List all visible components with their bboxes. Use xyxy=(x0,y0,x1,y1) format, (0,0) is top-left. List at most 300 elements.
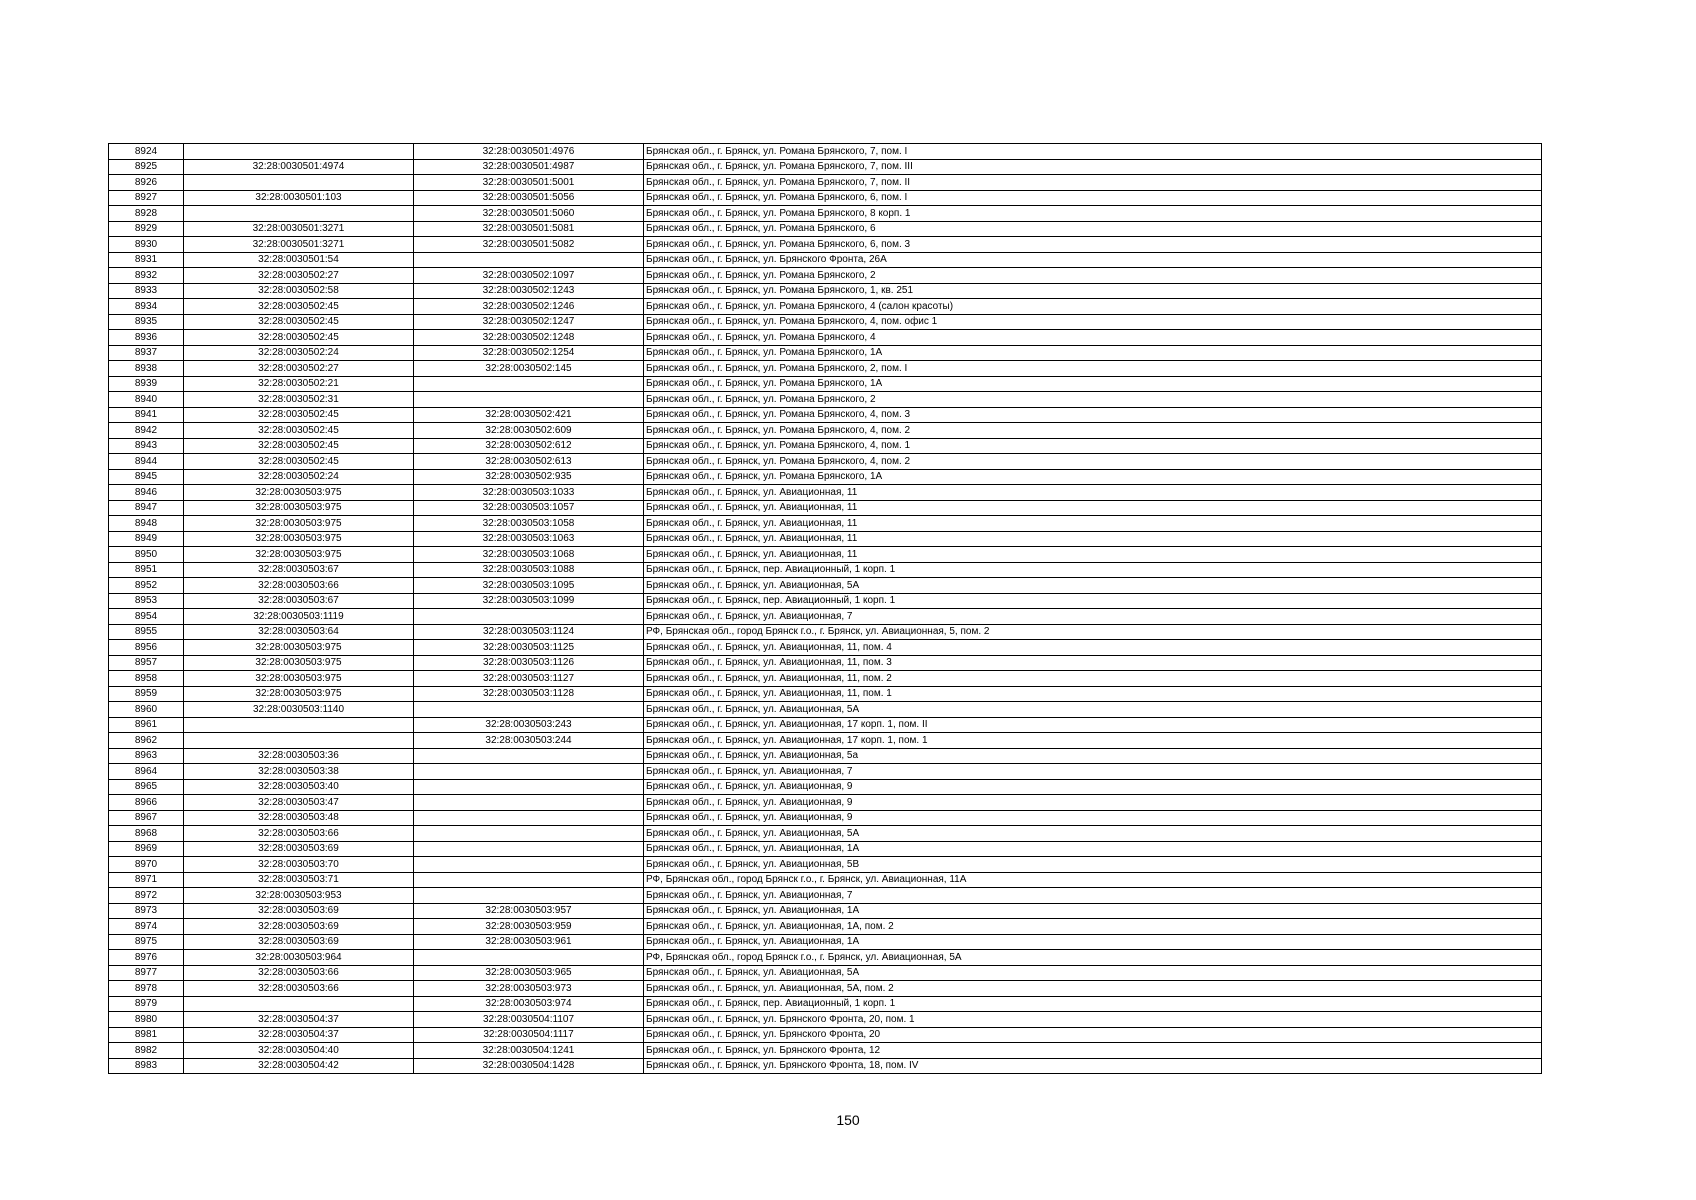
object-cadastral-number-cell: 32:28:0030502:1248 xyxy=(414,330,644,346)
address-cell: Брянская обл., г. Брянск, ул. Романа Брянского, 1А xyxy=(644,345,1542,361)
table-row xyxy=(109,299,1542,315)
row-number-cell: 8952 xyxy=(109,578,184,594)
table-row xyxy=(109,1027,1542,1043)
row-number-cell: 8944 xyxy=(109,454,184,470)
table-row xyxy=(109,392,1542,408)
table-row xyxy=(109,376,1542,392)
address-cell: Брянская обл., г. Брянск, ул. Авиационная, 5А xyxy=(644,826,1542,842)
address-cell: Брянская обл., г. Брянск, ул. Авиационная, 11, пом. 1 xyxy=(644,686,1542,702)
table-row xyxy=(109,237,1542,253)
address-cell: Брянская обл., г. Брянск, ул. Авиационная, 1А xyxy=(644,934,1542,950)
object-cadastral-number-cell: 32:28:0030503:1127 xyxy=(414,671,644,687)
land-cadastral-number-cell: 32:28:0030503:975 xyxy=(184,655,414,671)
row-number-cell: 8947 xyxy=(109,500,184,516)
object-cadastral-number-cell: 32:28:0030502:145 xyxy=(414,361,644,377)
address-cell: Брянская обл., г. Брянск, ул. Авиационная, 11, пом. 3 xyxy=(644,655,1542,671)
land-cadastral-number-cell xyxy=(184,175,414,191)
address-cell: Брянская обл., г. Брянск, ул. Авиационная, 9 xyxy=(644,795,1542,811)
address-cell: Брянская обл., г. Брянск, ул. Авиационная, 5а xyxy=(644,748,1542,764)
address-cell: Брянская обл., г. Брянск, ул. Романа Брянского, 2 xyxy=(644,392,1542,408)
table-row xyxy=(109,1058,1542,1074)
object-cadastral-number-cell: 32:28:0030503:974 xyxy=(414,996,644,1012)
table-row xyxy=(109,144,1542,160)
row-number-cell: 8967 xyxy=(109,810,184,826)
row-number-cell: 8981 xyxy=(109,1027,184,1043)
object-cadastral-number-cell: 32:28:0030502:613 xyxy=(414,454,644,470)
table-row xyxy=(109,252,1542,268)
land-cadastral-number-cell: 32:28:0030503:975 xyxy=(184,485,414,501)
land-cadastral-number-cell: 32:28:0030503:1119 xyxy=(184,609,414,625)
object-cadastral-number-cell: 32:28:0030502:1254 xyxy=(414,345,644,361)
table-row xyxy=(109,593,1542,609)
land-cadastral-number-cell: 32:28:0030503:48 xyxy=(184,810,414,826)
land-cadastral-number-cell: 32:28:0030501:54 xyxy=(184,252,414,268)
land-cadastral-number-cell: 32:28:0030502:31 xyxy=(184,392,414,408)
address-cell: Брянская обл., г. Брянск, ул. Романа Брянского, 4, пом. 2 xyxy=(644,454,1542,470)
land-cadastral-number-cell: 32:28:0030502:24 xyxy=(184,345,414,361)
object-cadastral-number-cell: 32:28:0030502:612 xyxy=(414,438,644,454)
row-number-cell: 8979 xyxy=(109,996,184,1012)
land-cadastral-number-cell: 32:28:0030503:69 xyxy=(184,841,414,857)
address-cell: Брянская обл., г. Брянск, ул. Авиационная, 17 корп. 1, пом. 1 xyxy=(644,733,1542,749)
land-cadastral-number-cell: 32:28:0030502:21 xyxy=(184,376,414,392)
address-cell: Брянская обл., г. Брянск, ул. Романа Брянского, 1А xyxy=(644,469,1542,485)
row-number-cell: 8971 xyxy=(109,872,184,888)
land-cadastral-number-cell: 32:28:0030503:67 xyxy=(184,562,414,578)
land-cadastral-number-cell: 32:28:0030503:975 xyxy=(184,640,414,656)
object-cadastral-number-cell xyxy=(414,872,644,888)
address-cell: Брянская обл., г. Брянск, ул. Романа Брянского, 1, кв. 251 xyxy=(644,283,1542,299)
table-row xyxy=(109,190,1542,206)
object-cadastral-number-cell: 32:28:0030503:1124 xyxy=(414,624,644,640)
address-cell: Брянская обл., г. Брянск, ул. Авиационная, 5А, пом. 2 xyxy=(644,981,1542,997)
object-cadastral-number-cell: 32:28:0030503:1058 xyxy=(414,516,644,532)
address-cell: Брянская обл., г. Брянск, ул. Романа Брянского, 4, пом. 1 xyxy=(644,438,1542,454)
land-cadastral-number-cell: 32:28:0030503:70 xyxy=(184,857,414,873)
address-cell: Брянская обл., г. Брянск, ул. Романа Брянского, 8 корп. 1 xyxy=(644,206,1542,222)
object-cadastral-number-cell xyxy=(414,779,644,795)
row-number-cell: 8956 xyxy=(109,640,184,656)
address-cell: Брянская обл., г. Брянск, ул. Романа Брянского, 4, пом. офис 1 xyxy=(644,314,1542,330)
address-cell: Брянская обл., г. Брянск, ул. Романа Брянского, 2, пом. I xyxy=(644,361,1542,377)
object-cadastral-number-cell xyxy=(414,826,644,842)
address-cell: Брянская обл., г. Брянск, ул. Романа Брянского, 2 xyxy=(644,268,1542,284)
object-cadastral-number-cell xyxy=(414,810,644,826)
object-cadastral-number-cell xyxy=(414,392,644,408)
table-row xyxy=(109,872,1542,888)
object-cadastral-number-cell xyxy=(414,888,644,904)
address-cell: Брянская обл., г. Брянск, ул. Авиационная, 9 xyxy=(644,779,1542,795)
land-cadastral-number-cell: 32:28:0030504:37 xyxy=(184,1012,414,1028)
address-cell: Брянская обл., г. Брянск, ул. Брянского Фронта, 18, пом. IV xyxy=(644,1058,1542,1074)
table-row xyxy=(109,423,1542,439)
object-cadastral-number-cell xyxy=(414,950,644,966)
address-cell: Брянская обл., г. Брянск, ул. Романа Брянского, 6, пом. 3 xyxy=(644,237,1542,253)
table-row xyxy=(109,671,1542,687)
row-number-cell: 8953 xyxy=(109,593,184,609)
address-cell: Брянская обл., г. Брянск, ул. Авиационная, 11 xyxy=(644,516,1542,532)
address-cell: Брянская обл., г. Брянск, ул. Брянского Фронта, 12 xyxy=(644,1043,1542,1059)
row-number-cell: 8972 xyxy=(109,888,184,904)
address-cell: Брянская обл., г. Брянск, ул. Авиационная, 1А xyxy=(644,841,1542,857)
address-cell: Брянская обл., г. Брянск, ул. Авиационная, 7 xyxy=(644,888,1542,904)
row-number-cell: 8937 xyxy=(109,345,184,361)
row-number-cell: 8949 xyxy=(109,531,184,547)
row-number-cell: 8959 xyxy=(109,686,184,702)
object-cadastral-number-cell: 32:28:0030503:243 xyxy=(414,717,644,733)
object-cadastral-number-cell: 32:28:0030502:1247 xyxy=(414,314,644,330)
land-cadastral-number-cell: 32:28:0030502:45 xyxy=(184,407,414,423)
table-row xyxy=(109,903,1542,919)
land-cadastral-number-cell: 32:28:0030503:975 xyxy=(184,531,414,547)
land-cadastral-number-cell: 32:28:0030503:71 xyxy=(184,872,414,888)
row-number-cell: 8951 xyxy=(109,562,184,578)
object-cadastral-number-cell: 32:28:0030503:1033 xyxy=(414,485,644,501)
land-cadastral-number-cell: 32:28:0030502:45 xyxy=(184,330,414,346)
land-cadastral-number-cell: 32:28:0030502:27 xyxy=(184,268,414,284)
object-cadastral-number-cell: 32:28:0030503:957 xyxy=(414,903,644,919)
object-cadastral-number-cell: 32:28:0030501:4987 xyxy=(414,159,644,175)
row-number-cell: 8928 xyxy=(109,206,184,222)
table-row xyxy=(109,655,1542,671)
object-cadastral-number-cell: 32:28:0030504:1428 xyxy=(414,1058,644,1074)
address-cell: Брянская обл., г. Брянск, ул. Авиационная, 5А xyxy=(644,702,1542,718)
row-number-cell: 8982 xyxy=(109,1043,184,1059)
address-cell: РФ, Брянская обл., город Брянск г.о., г. Брянск, ул. Авиационная, 5, пом. 2 xyxy=(644,624,1542,640)
table-row xyxy=(109,547,1542,563)
address-cell: Брянская обл., г. Брянск, ул. Авиационная, 11, пом. 4 xyxy=(644,640,1542,656)
land-cadastral-number-cell: 32:28:0030503:69 xyxy=(184,934,414,950)
land-cadastral-number-cell: 32:28:0030504:40 xyxy=(184,1043,414,1059)
row-number-cell: 8964 xyxy=(109,764,184,780)
table-row xyxy=(109,407,1542,423)
object-cadastral-number-cell: 32:28:0030503:1126 xyxy=(414,655,644,671)
address-cell: Брянская обл., г. Брянск, ул. Романа Брянского, 4 xyxy=(644,330,1542,346)
object-cadastral-number-cell: 32:28:0030503:959 xyxy=(414,919,644,935)
page-number: 150 xyxy=(836,1112,860,1128)
address-cell: Брянская обл., г. Брянск, ул. Авиационная, 5В xyxy=(644,857,1542,873)
table-row xyxy=(109,686,1542,702)
table-row xyxy=(109,640,1542,656)
table-row xyxy=(109,826,1542,842)
table-row xyxy=(109,330,1542,346)
object-cadastral-number-cell: 32:28:0030503:1095 xyxy=(414,578,644,594)
table-row xyxy=(109,283,1542,299)
row-number-cell: 8976 xyxy=(109,950,184,966)
object-cadastral-number-cell: 32:28:0030502:421 xyxy=(414,407,644,423)
land-cadastral-number-cell: 32:28:0030503:69 xyxy=(184,903,414,919)
table-row xyxy=(109,221,1542,237)
land-cadastral-number-cell: 32:28:0030503:975 xyxy=(184,671,414,687)
table-row xyxy=(109,516,1542,532)
land-cadastral-number-cell: 32:28:0030501:3271 xyxy=(184,221,414,237)
table-row xyxy=(109,748,1542,764)
table-row xyxy=(109,981,1542,997)
object-cadastral-number-cell xyxy=(414,702,644,718)
object-cadastral-number-cell: 32:28:0030503:973 xyxy=(414,981,644,997)
object-cadastral-number-cell: 32:28:0030503:1063 xyxy=(414,531,644,547)
land-cadastral-number-cell: 32:28:0030502:24 xyxy=(184,469,414,485)
row-number-cell: 8948 xyxy=(109,516,184,532)
table-row xyxy=(109,624,1542,640)
object-cadastral-number-cell: 32:28:0030502:935 xyxy=(414,469,644,485)
register-table-body xyxy=(109,144,1542,1074)
land-cadastral-number-cell: 32:28:0030503:36 xyxy=(184,748,414,764)
object-cadastral-number-cell: 32:28:0030503:965 xyxy=(414,965,644,981)
row-number-cell: 8942 xyxy=(109,423,184,439)
object-cadastral-number-cell: 32:28:0030502:1246 xyxy=(414,299,644,315)
table-row xyxy=(109,857,1542,873)
object-cadastral-number-cell: 32:28:0030502:609 xyxy=(414,423,644,439)
register-table xyxy=(108,143,1542,1074)
row-number-cell: 8925 xyxy=(109,159,184,175)
address-cell: Брянская обл., г. Брянск, ул. Авиационная, 5А xyxy=(644,578,1542,594)
row-number-cell: 8932 xyxy=(109,268,184,284)
table-row xyxy=(109,888,1542,904)
row-number-cell: 8935 xyxy=(109,314,184,330)
row-number-cell: 8980 xyxy=(109,1012,184,1028)
row-number-cell: 8963 xyxy=(109,748,184,764)
table-row xyxy=(109,500,1542,516)
table-row xyxy=(109,454,1542,470)
object-cadastral-number-cell xyxy=(414,748,644,764)
table-row xyxy=(109,609,1542,625)
table-row xyxy=(109,934,1542,950)
table-row xyxy=(109,1043,1542,1059)
table-row xyxy=(109,795,1542,811)
row-number-cell: 8969 xyxy=(109,841,184,857)
land-cadastral-number-cell: 32:28:0030503:40 xyxy=(184,779,414,795)
land-cadastral-number-cell: 32:28:0030503:975 xyxy=(184,686,414,702)
object-cadastral-number-cell xyxy=(414,609,644,625)
row-number-cell: 8960 xyxy=(109,702,184,718)
table-row xyxy=(109,438,1542,454)
land-cadastral-number-cell: 32:28:0030502:45 xyxy=(184,454,414,470)
table-row xyxy=(109,469,1542,485)
land-cadastral-number-cell: 32:28:0030503:66 xyxy=(184,981,414,997)
table-row xyxy=(109,764,1542,780)
address-cell: Брянская обл., г. Брянск, ул. Романа Брянского, 7, пом. III xyxy=(644,159,1542,175)
row-number-cell: 8940 xyxy=(109,392,184,408)
address-cell: Брянская обл., г. Брянск, ул. Романа Брянского, 1А xyxy=(644,376,1542,392)
row-number-cell: 8973 xyxy=(109,903,184,919)
address-cell: Брянская обл., г. Брянск, ул. Романа Брянского, 4, пом. 3 xyxy=(644,407,1542,423)
row-number-cell: 8968 xyxy=(109,826,184,842)
address-cell: Брянская обл., г. Брянск, ул. Авиационная, 1А xyxy=(644,903,1542,919)
address-cell: Брянская обл., г. Брянск, ул. Романа Брянского, 4, пом. 2 xyxy=(644,423,1542,439)
row-number-cell: 8961 xyxy=(109,717,184,733)
table-row xyxy=(109,562,1542,578)
object-cadastral-number-cell xyxy=(414,764,644,780)
table-row xyxy=(109,717,1542,733)
address-cell: Брянская обл., г. Брянск, ул. Авиационная, 1А, пом. 2 xyxy=(644,919,1542,935)
row-number-cell: 8955 xyxy=(109,624,184,640)
row-number-cell: 8978 xyxy=(109,981,184,997)
land-cadastral-number-cell: 32:28:0030502:45 xyxy=(184,423,414,439)
row-number-cell: 8926 xyxy=(109,175,184,191)
object-cadastral-number-cell: 32:28:0030503:244 xyxy=(414,733,644,749)
row-number-cell: 8970 xyxy=(109,857,184,873)
object-cadastral-number-cell: 32:28:0030503:1088 xyxy=(414,562,644,578)
table-row xyxy=(109,810,1542,826)
table-row xyxy=(109,919,1542,935)
object-cadastral-number-cell: 32:28:0030503:1068 xyxy=(414,547,644,563)
table-row xyxy=(109,159,1542,175)
land-cadastral-number-cell: 32:28:0030503:38 xyxy=(184,764,414,780)
object-cadastral-number-cell: 32:28:0030503:1099 xyxy=(414,593,644,609)
table-row xyxy=(109,702,1542,718)
table-row xyxy=(109,996,1542,1012)
land-cadastral-number-cell: 32:28:0030503:64 xyxy=(184,624,414,640)
land-cadastral-number-cell: 32:28:0030503:964 xyxy=(184,950,414,966)
land-cadastral-number-cell: 32:28:0030502:45 xyxy=(184,438,414,454)
land-cadastral-number-cell: 32:28:0030501:103 xyxy=(184,190,414,206)
table-row xyxy=(109,841,1542,857)
object-cadastral-number-cell: 32:28:0030504:1117 xyxy=(414,1027,644,1043)
land-cadastral-number-cell: 32:28:0030503:67 xyxy=(184,593,414,609)
row-number-cell: 8934 xyxy=(109,299,184,315)
object-cadastral-number-cell: 32:28:0030503:1057 xyxy=(414,500,644,516)
land-cadastral-number-cell: 32:28:0030501:3271 xyxy=(184,237,414,253)
address-cell: Брянская обл., г. Брянск, ул. Авиационная, 17 корп. 1, пом. II xyxy=(644,717,1542,733)
land-cadastral-number-cell xyxy=(184,717,414,733)
address-cell: Брянская обл., г. Брянск, ул. Романа Брянского, 6, пом. I xyxy=(644,190,1542,206)
land-cadastral-number-cell: 32:28:0030502:58 xyxy=(184,283,414,299)
table-row xyxy=(109,206,1542,222)
land-cadastral-number-cell: 32:28:0030503:953 xyxy=(184,888,414,904)
table-row xyxy=(109,531,1542,547)
row-number-cell: 8974 xyxy=(109,919,184,935)
object-cadastral-number-cell: 32:28:0030501:5060 xyxy=(414,206,644,222)
row-number-cell: 8941 xyxy=(109,407,184,423)
table-row xyxy=(109,175,1542,191)
row-number-cell: 8957 xyxy=(109,655,184,671)
row-number-cell: 8975 xyxy=(109,934,184,950)
land-cadastral-number-cell xyxy=(184,206,414,222)
object-cadastral-number-cell: 32:28:0030501:5001 xyxy=(414,175,644,191)
row-number-cell: 8943 xyxy=(109,438,184,454)
row-number-cell: 8939 xyxy=(109,376,184,392)
address-cell: РФ, Брянская обл., город Брянск г.о., г. Брянск, ул. Авиационная, 11А xyxy=(644,872,1542,888)
address-cell: Брянская обл., г. Брянск, ул. Авиационная, 11 xyxy=(644,485,1542,501)
table-row xyxy=(109,314,1542,330)
table-row xyxy=(109,779,1542,795)
land-cadastral-number-cell: 32:28:0030502:45 xyxy=(184,314,414,330)
row-number-cell: 8931 xyxy=(109,252,184,268)
address-cell: Брянская обл., г. Брянск, ул. Авиационная, 7 xyxy=(644,764,1542,780)
object-cadastral-number-cell: 32:28:0030501:4976 xyxy=(414,144,644,160)
row-number-cell: 8946 xyxy=(109,485,184,501)
land-cadastral-number-cell: 32:28:0030501:4974 xyxy=(184,159,414,175)
address-cell: РФ, Брянская обл., город Брянск г.о., г. Брянск, ул. Авиационная, 5А xyxy=(644,950,1542,966)
land-cadastral-number-cell: 32:28:0030503:69 xyxy=(184,919,414,935)
land-cadastral-number-cell xyxy=(184,733,414,749)
land-cadastral-number-cell: 32:28:0030502:45 xyxy=(184,299,414,315)
object-cadastral-number-cell: 32:28:0030504:1107 xyxy=(414,1012,644,1028)
land-cadastral-number-cell: 32:28:0030503:66 xyxy=(184,578,414,594)
row-number-cell: 8958 xyxy=(109,671,184,687)
address-cell: Брянская обл., г. Брянск, ул. Брянского Фронта, 26А xyxy=(644,252,1542,268)
object-cadastral-number-cell xyxy=(414,857,644,873)
address-cell: Брянская обл., г. Брянск, ул. Авиационная, 7 xyxy=(644,609,1542,625)
table-row xyxy=(109,345,1542,361)
object-cadastral-number-cell: 32:28:0030503:1125 xyxy=(414,640,644,656)
row-number-cell: 8950 xyxy=(109,547,184,563)
address-cell: Брянская обл., г. Брянск, пер. Авиационный, 1 корп. 1 xyxy=(644,562,1542,578)
object-cadastral-number-cell xyxy=(414,252,644,268)
address-cell: Брянская обл., г. Брянск, ул. Романа Брянского, 4 (салон красоты) xyxy=(644,299,1542,315)
land-cadastral-number-cell: 32:28:0030503:975 xyxy=(184,516,414,532)
address-cell: Брянская обл., г. Брянск, ул. Романа Брянского, 6 xyxy=(644,221,1542,237)
object-cadastral-number-cell: 32:28:0030503:1128 xyxy=(414,686,644,702)
object-cadastral-number-cell: 32:28:0030504:1241 xyxy=(414,1043,644,1059)
land-cadastral-number-cell: 32:28:0030502:27 xyxy=(184,361,414,377)
land-cadastral-number-cell: 32:28:0030503:975 xyxy=(184,500,414,516)
row-number-cell: 8966 xyxy=(109,795,184,811)
address-cell: Брянская обл., г. Брянск, пер. Авиационный, 1 корп. 1 xyxy=(644,593,1542,609)
table-row xyxy=(109,268,1542,284)
table-row xyxy=(109,733,1542,749)
table-row xyxy=(109,578,1542,594)
row-number-cell: 8938 xyxy=(109,361,184,377)
land-cadastral-number-cell: 32:28:0030503:66 xyxy=(184,826,414,842)
land-cadastral-number-cell: 32:28:0030503:975 xyxy=(184,547,414,563)
address-cell: Брянская обл., г. Брянск, ул. Романа Брянского, 7, пом. I xyxy=(644,144,1542,160)
land-cadastral-number-cell: 32:28:0030504:37 xyxy=(184,1027,414,1043)
address-cell: Брянская обл., г. Брянск, пер. Авиационный, 1 корп. 1 xyxy=(644,996,1542,1012)
object-cadastral-number-cell: 32:28:0030501:5082 xyxy=(414,237,644,253)
land-cadastral-number-cell xyxy=(184,144,414,160)
address-cell: Брянская обл., г. Брянск, ул. Брянского Фронта, 20 xyxy=(644,1027,1542,1043)
table-row xyxy=(109,1012,1542,1028)
row-number-cell: 8977 xyxy=(109,965,184,981)
row-number-cell: 8945 xyxy=(109,469,184,485)
table-row xyxy=(109,965,1542,981)
address-cell: Брянская обл., г. Брянск, ул. Авиационная, 11 xyxy=(644,500,1542,516)
land-cadastral-number-cell: 32:28:0030504:42 xyxy=(184,1058,414,1074)
table-row xyxy=(109,361,1542,377)
address-cell: Брянская обл., г. Брянск, ул. Авиационная, 9 xyxy=(644,810,1542,826)
address-cell: Брянская обл., г. Брянск, ул. Авиационная, 5А xyxy=(644,965,1542,981)
row-number-cell: 8965 xyxy=(109,779,184,795)
object-cadastral-number-cell: 32:28:0030503:961 xyxy=(414,934,644,950)
row-number-cell: 8929 xyxy=(109,221,184,237)
object-cadastral-number-cell xyxy=(414,841,644,857)
row-number-cell: 8962 xyxy=(109,733,184,749)
land-cadastral-number-cell: 32:28:0030503:66 xyxy=(184,965,414,981)
object-cadastral-number-cell: 32:28:0030501:5056 xyxy=(414,190,644,206)
land-cadastral-number-cell xyxy=(184,996,414,1012)
table-row xyxy=(109,950,1542,966)
object-cadastral-number-cell: 32:28:0030502:1243 xyxy=(414,283,644,299)
address-cell: Брянская обл., г. Брянск, ул. Авиационная, 11 xyxy=(644,531,1542,547)
object-cadastral-number-cell xyxy=(414,795,644,811)
address-cell: Брянская обл., г. Брянск, ул. Романа Брянского, 7, пом. II xyxy=(644,175,1542,191)
row-number-cell: 8927 xyxy=(109,190,184,206)
row-number-cell: 8924 xyxy=(109,144,184,160)
address-cell: Брянская обл., г. Брянск, ул. Брянского Фронта, 20, пом. 1 xyxy=(644,1012,1542,1028)
row-number-cell: 8936 xyxy=(109,330,184,346)
address-cell: Брянская обл., г. Брянск, ул. Авиационная, 11, пом. 2 xyxy=(644,671,1542,687)
row-number-cell: 8930 xyxy=(109,237,184,253)
object-cadastral-number-cell: 32:28:0030501:5081 xyxy=(414,221,644,237)
table-row xyxy=(109,485,1542,501)
address-cell: Брянская обл., г. Брянск, ул. Авиационная, 11 xyxy=(644,547,1542,563)
object-cadastral-number-cell xyxy=(414,376,644,392)
row-number-cell: 8933 xyxy=(109,283,184,299)
land-cadastral-number-cell: 32:28:0030503:47 xyxy=(184,795,414,811)
row-number-cell: 8983 xyxy=(109,1058,184,1074)
